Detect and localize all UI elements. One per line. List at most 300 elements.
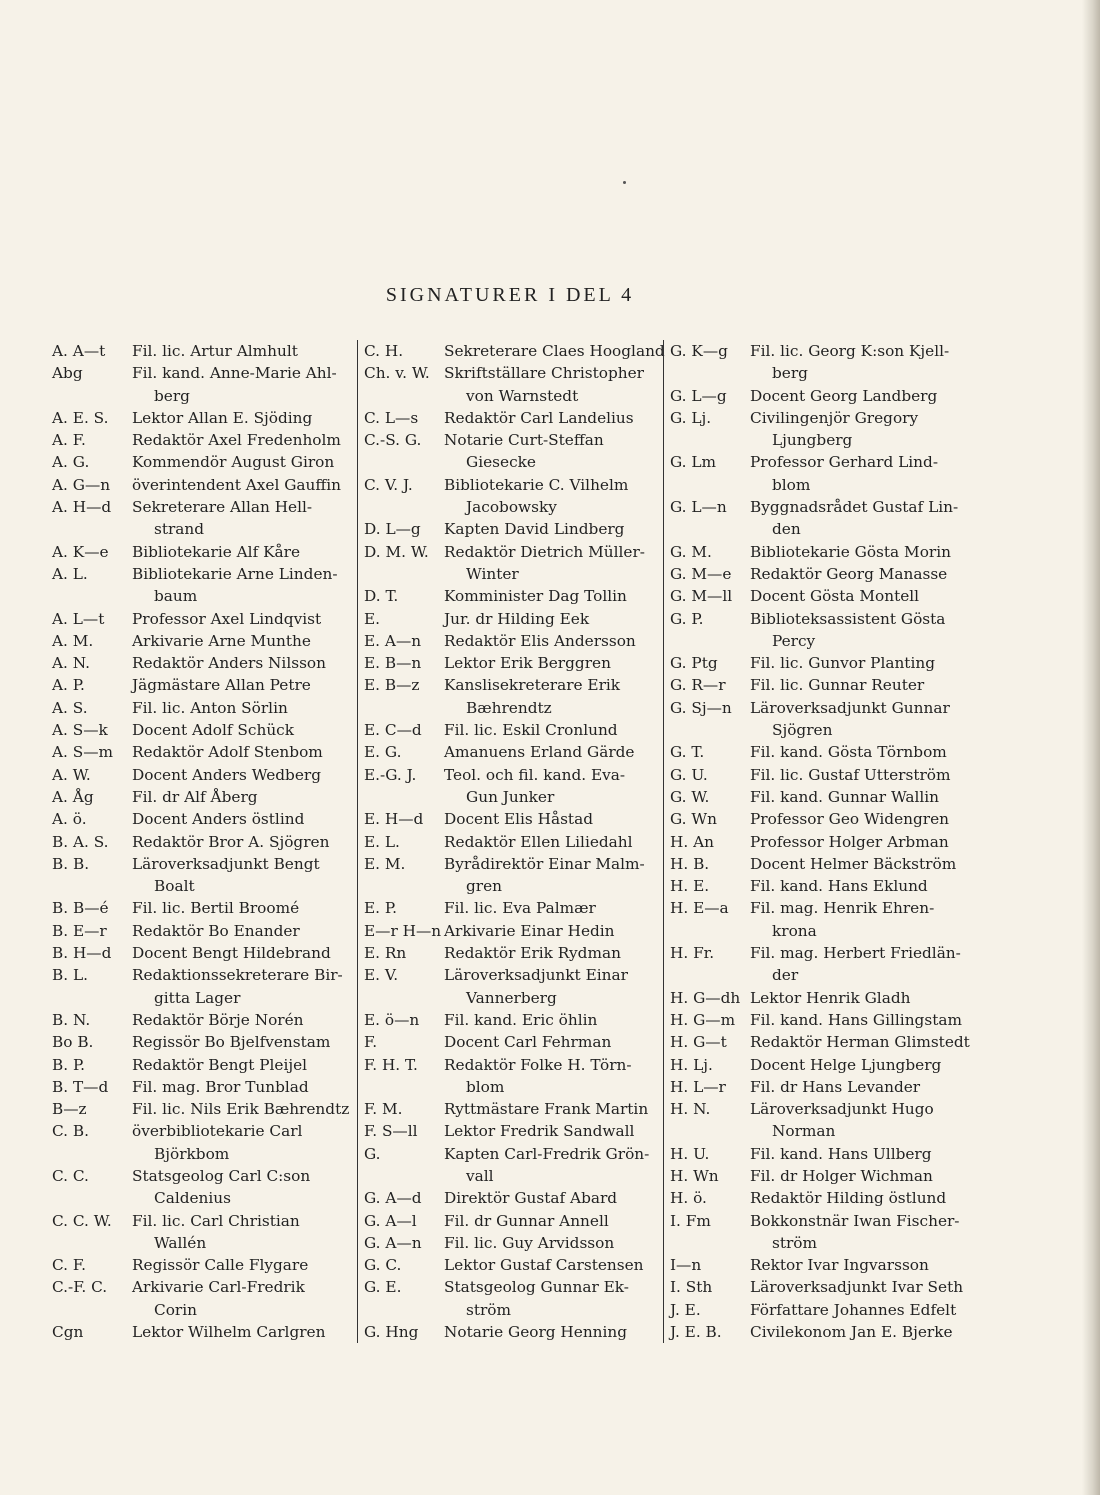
signature-entry bbox=[364, 407, 657, 429]
contributor-name-line: Redaktör Folke H. Törn- bbox=[444, 1055, 632, 1074]
contributor-name-line: Corin bbox=[154, 1300, 197, 1319]
signature-abbreviation: G. M—e bbox=[670, 564, 732, 583]
contributor-name-line: Gun Junker bbox=[466, 787, 555, 806]
signature-abbreviation: G. L—g bbox=[670, 386, 727, 405]
contributor-name-line: Bibliotekarie Gösta Morin bbox=[750, 542, 951, 561]
contributor-name bbox=[132, 407, 349, 429]
contributor-name-line: Sjögren bbox=[772, 721, 833, 740]
contributor-name bbox=[444, 942, 657, 964]
signature-abbreviation: A. L—t bbox=[52, 609, 105, 628]
contributor-name-line: Ryttmästare Frank Martin bbox=[444, 1100, 649, 1119]
signature-abbreviation: G. bbox=[364, 1144, 381, 1163]
signature-entry bbox=[52, 1276, 349, 1321]
signature-abbreviation: H. E—a bbox=[670, 899, 729, 918]
contributor-name bbox=[750, 987, 973, 1009]
signature-abbreviation: E. ö—n bbox=[364, 1010, 420, 1029]
signature-entry bbox=[52, 1254, 349, 1276]
signature-abbreviation: B. H—d bbox=[52, 944, 112, 963]
contributor-name-line: Läroverksadjunkt Gunnar bbox=[750, 698, 950, 717]
signature-abbreviation: F. H. T. bbox=[364, 1055, 418, 1074]
contributor-name-line: Fil. dr Alf Åberg bbox=[132, 787, 258, 806]
contributor-name-line: Civilekonom Jan E. Bjerke bbox=[750, 1323, 953, 1342]
contributor-name bbox=[132, 541, 349, 563]
signature-entry bbox=[52, 1031, 349, 1053]
contributor-name-line: Bibliotekarie C. Vilhelm bbox=[444, 475, 629, 494]
signature-entry bbox=[670, 942, 973, 987]
contributor-name-line: Redaktör Herman Glimstedt bbox=[750, 1033, 970, 1052]
contributor-name bbox=[132, 608, 349, 630]
signature-entry bbox=[52, 674, 349, 696]
signature-entry bbox=[364, 362, 657, 407]
signature-entry bbox=[364, 340, 665, 362]
signature-abbreviation: G. L—n bbox=[670, 498, 727, 517]
contributor-name-line: Lektor Gustaf Carstensen bbox=[444, 1256, 644, 1275]
contributor-name bbox=[132, 786, 349, 808]
signature-entry bbox=[364, 1232, 657, 1254]
contributor-name-line: Fil. lic. Eva Palmær bbox=[444, 899, 596, 918]
contributor-name-line: Redaktionssekreterare Bir- bbox=[132, 966, 343, 985]
signature-entry bbox=[670, 853, 973, 875]
contributor-name bbox=[750, 608, 973, 653]
contributor-name-line: Fil. mag. Herbert Friedlän- bbox=[750, 944, 961, 963]
signature-abbreviation: A. N. bbox=[52, 654, 91, 673]
signature-abbreviation: G. M—ll bbox=[670, 587, 733, 606]
signature-entry bbox=[670, 340, 973, 385]
contributor-name bbox=[750, 875, 973, 897]
contributor-name bbox=[444, 1321, 657, 1343]
signature-entry bbox=[52, 1321, 349, 1343]
signature-abbreviation: E. M. bbox=[364, 854, 406, 873]
contributor-name-line: Statsgeolog Carl C:son bbox=[132, 1166, 311, 1185]
contributor-name-line: Läroverksadjunkt Ivar Seth bbox=[750, 1278, 964, 1297]
contributor-name-line: Docent Gösta Montell bbox=[750, 587, 920, 606]
signature-entry bbox=[364, 1120, 657, 1142]
signature-entry bbox=[364, 1210, 657, 1232]
signature-abbreviation: H. Fr. bbox=[670, 944, 715, 963]
contributor-name bbox=[444, 1120, 657, 1142]
contributor-name bbox=[444, 608, 657, 630]
signature-entry bbox=[670, 1165, 973, 1187]
contributor-name-line: Jur. dr Hilding Eek bbox=[444, 609, 590, 628]
contributor-name-line: Fil. lic. Gustaf Utterström bbox=[750, 765, 951, 784]
contributor-name bbox=[132, 652, 349, 674]
contributor-name bbox=[750, 831, 973, 853]
contributor-name-line: Fil. lic. Eskil Cronlund bbox=[444, 721, 618, 740]
contributor-name bbox=[750, 1254, 973, 1276]
contributor-name-line: strand bbox=[154, 520, 205, 539]
signature-abbreviation: G. W. bbox=[670, 787, 710, 806]
contributor-name-line: Fil. lic. Guy Arvidsson bbox=[444, 1233, 615, 1252]
contributor-name-line: Skriftställare Christopher bbox=[444, 364, 644, 383]
contributor-name bbox=[444, 831, 657, 853]
contributor-name-line: Fil. kand. Eric öhlin bbox=[444, 1010, 598, 1029]
contributor-name-line: Fil. lic. Bertil Broomé bbox=[132, 899, 300, 918]
contributor-name-line: Jägmästare Allan Petre bbox=[132, 676, 311, 695]
contributor-name bbox=[444, 1276, 657, 1321]
contributor-name-line: Läroverksadjunkt Hugo bbox=[750, 1100, 934, 1119]
signature-abbreviation: C. C. bbox=[52, 1166, 89, 1185]
signature-entry bbox=[364, 1009, 657, 1031]
signature-entry bbox=[52, 451, 349, 473]
signature-abbreviation: A. ö. bbox=[52, 810, 87, 829]
contributor-name-line: Docent Elis Håstad bbox=[444, 810, 593, 829]
contributor-name bbox=[750, 942, 973, 987]
contributor-name bbox=[750, 1009, 973, 1031]
contributor-name bbox=[750, 1321, 973, 1343]
contributor-name-line: Fil. kand. Gösta Törnbom bbox=[750, 743, 947, 762]
contributor-name-line: Sekreterare Claes Hoogland bbox=[444, 342, 665, 360]
signature-entry bbox=[364, 474, 657, 519]
contributor-name-line: Redaktör Bengt Pleijel bbox=[132, 1055, 308, 1074]
contributor-name-line: Giesecke bbox=[466, 453, 536, 472]
contributor-name-line: Fil. kand. Hans Gillingstam bbox=[750, 1010, 962, 1029]
contributor-name bbox=[132, 697, 349, 719]
signature-abbreviation: E. P. bbox=[364, 899, 397, 918]
contributor-name bbox=[132, 1009, 349, 1031]
contributor-name bbox=[444, 407, 657, 429]
contributor-name-line: Bæhrendtz bbox=[466, 698, 552, 717]
contributor-name-line: Lektor Erik Berggren bbox=[444, 654, 611, 673]
contributor-name-line: Fil. dr Gunnar Annell bbox=[444, 1211, 609, 1230]
signature-abbreviation: B. B. bbox=[52, 854, 90, 873]
signature-entry bbox=[670, 786, 973, 808]
ink-speck bbox=[623, 181, 626, 184]
signature-abbreviation: E. L. bbox=[364, 832, 400, 851]
signature-abbreviation: B. E—r bbox=[52, 921, 107, 940]
contributor-name bbox=[750, 674, 973, 696]
signature-abbreviation: J. E. B. bbox=[670, 1323, 722, 1342]
contributor-name-line: Ljungberg bbox=[772, 431, 853, 450]
contributor-name bbox=[750, 340, 973, 385]
signature-abbreviation: C. C. W. bbox=[52, 1211, 112, 1230]
signature-entry bbox=[52, 630, 349, 652]
signature-entry bbox=[364, 1254, 657, 1276]
signature-column-3 bbox=[663, 340, 973, 1343]
contributor-name bbox=[750, 585, 973, 607]
contributor-name bbox=[750, 385, 973, 407]
signature-abbreviation: A. A—t bbox=[52, 342, 106, 360]
signature-abbreviation: E. B—n bbox=[364, 654, 422, 673]
signature-entry bbox=[670, 563, 973, 585]
contributor-name-line: den bbox=[772, 520, 801, 539]
contributor-name-line: krona bbox=[772, 921, 817, 940]
contributor-name bbox=[132, 362, 349, 407]
page-title: SIGNATURER I DEL 4 bbox=[385, 284, 635, 306]
contributor-name-line: Teol. och fil. kand. Eva- bbox=[444, 765, 626, 784]
contributor-name-line: Sekreterare Allan Hell- bbox=[132, 498, 313, 517]
signature-abbreviation: B. L. bbox=[52, 966, 88, 985]
signature-abbreviation: G. A—l bbox=[364, 1211, 417, 1230]
signature-entry bbox=[670, 1276, 973, 1298]
contributor-name bbox=[444, 630, 657, 652]
contributor-name-line: Lektor Fredrik Sandwall bbox=[444, 1122, 635, 1141]
contributor-name bbox=[132, 853, 349, 898]
signature-entry bbox=[52, 1120, 349, 1165]
contributor-name bbox=[444, 1031, 657, 1053]
signature-abbreviation: A. L. bbox=[52, 564, 88, 583]
contributor-name-line: Redaktör Carl Landelius bbox=[444, 408, 634, 427]
signature-entry bbox=[670, 1299, 973, 1321]
signature-entry bbox=[52, 429, 349, 451]
signature-abbreviation: H. L—r bbox=[670, 1077, 726, 1096]
signature-entry bbox=[52, 474, 349, 496]
signature-abbreviation: E.-G. J. bbox=[364, 765, 417, 784]
contributor-name bbox=[132, 496, 349, 541]
contributor-name-line: Amanuens Erland Gärde bbox=[444, 743, 635, 762]
contributor-name-line: ström bbox=[466, 1300, 512, 1319]
signature-abbreviation: A. G—n bbox=[52, 475, 111, 494]
signature-entry bbox=[670, 608, 973, 653]
contributor-name-line: Byrådirektör Einar Malm- bbox=[444, 854, 645, 873]
contributor-name-line: Fil. kand. Anne-Marie Ahl- bbox=[132, 364, 337, 383]
contributor-name bbox=[750, 897, 973, 942]
signature-abbreviation: A. S—m bbox=[52, 743, 114, 762]
signature-abbreviation: J. E. bbox=[670, 1300, 701, 1319]
signature-abbreviation: A. F. bbox=[52, 431, 86, 450]
contributor-name-line: gitta Lager bbox=[154, 988, 241, 1007]
contributor-name-line: Regissör Calle Flygare bbox=[132, 1256, 309, 1275]
contributor-name-line: Lektor Henrik Gladh bbox=[750, 988, 911, 1007]
contributor-name-line: Boalt bbox=[154, 877, 195, 896]
signature-entry bbox=[670, 897, 973, 942]
contributor-name bbox=[132, 964, 349, 1009]
contributor-name-line: Björkbom bbox=[154, 1144, 230, 1163]
signature-entry bbox=[364, 831, 657, 853]
signature-entry bbox=[52, 652, 349, 674]
contributor-name bbox=[132, 1031, 349, 1053]
contributor-name bbox=[132, 897, 349, 919]
signature-abbreviation: Ch. v. W. bbox=[364, 364, 430, 383]
signature-entry bbox=[670, 764, 973, 786]
signature-abbreviation: E. G. bbox=[364, 743, 402, 762]
contributor-name-line: överintendent Axel Gauffin bbox=[132, 475, 342, 494]
contributor-name-line: Fil. lic. Gunvor Planting bbox=[750, 654, 935, 673]
contributor-name-line: Komminister Dag Tollin bbox=[444, 587, 627, 606]
signature-entry bbox=[670, 831, 973, 853]
signature-entry bbox=[364, 1321, 657, 1343]
signature-entry bbox=[52, 608, 349, 630]
contributor-name-line: Docent Helmer Bäckström bbox=[750, 854, 957, 873]
signature-entry bbox=[670, 1254, 973, 1276]
signature-entry bbox=[52, 541, 349, 563]
signature-entry bbox=[52, 808, 349, 830]
contributor-name-line: Notarie Curt-Steffan bbox=[444, 431, 604, 450]
signature-abbreviation: B. A. S. bbox=[52, 832, 109, 851]
signature-entry bbox=[52, 786, 349, 808]
contributor-name bbox=[444, 741, 657, 763]
signature-abbreviation: E. C—d bbox=[364, 721, 422, 740]
signature-entry bbox=[52, 942, 349, 964]
contributor-name-line: Docent Anders Wedberg bbox=[132, 765, 321, 784]
contributor-name-line: Redaktör Erik Rydman bbox=[444, 944, 621, 963]
contributor-name-line: Fil. mag. Bror Tunblad bbox=[132, 1077, 309, 1096]
contributor-name-line: Norman bbox=[772, 1122, 836, 1141]
contributor-name-line: baum bbox=[154, 587, 198, 606]
signature-abbreviation: G. P. bbox=[670, 609, 704, 628]
signature-entry bbox=[670, 1143, 973, 1165]
signature-entry bbox=[364, 764, 657, 809]
contributor-name-line: Professor Holger Arbman bbox=[750, 832, 949, 851]
contributor-name-line: Fil. mag. Henrik Ehren- bbox=[750, 899, 935, 918]
contributor-name-line: Professor Axel Lindqvist bbox=[132, 609, 322, 628]
signature-entry bbox=[364, 1031, 657, 1053]
signature-entry bbox=[670, 1076, 973, 1098]
signature-abbreviation: C. L—s bbox=[364, 408, 419, 427]
signature-entry bbox=[52, 831, 349, 853]
signature-abbreviation: D. T. bbox=[364, 587, 399, 606]
signature-abbreviation: G. Ptg bbox=[670, 654, 718, 673]
signature-abbreviation: A. K—e bbox=[52, 542, 109, 561]
contributor-name-line: Lektor Allan E. Sjöding bbox=[132, 408, 313, 427]
contributor-name-line: Lektor Wilhelm Carlgren bbox=[132, 1323, 326, 1342]
signature-entry bbox=[52, 1210, 349, 1255]
signature-entry bbox=[670, 1321, 973, 1343]
signature-entry bbox=[52, 407, 349, 429]
contributor-name bbox=[444, 518, 657, 540]
contributor-name bbox=[750, 1076, 973, 1098]
contributor-name bbox=[132, 563, 349, 608]
contributor-name-line: Bokkonstnär Iwan Fischer- bbox=[750, 1211, 960, 1230]
contributor-name-line: von Warnstedt bbox=[466, 386, 579, 405]
contributor-name-line: Percy bbox=[772, 631, 816, 650]
contributor-name-line: Arkivarie Arne Munthe bbox=[132, 631, 311, 650]
contributor-name bbox=[750, 1165, 973, 1187]
signature-entry bbox=[364, 719, 657, 741]
signature-abbreviation: H. U. bbox=[670, 1144, 710, 1163]
signature-entry bbox=[670, 987, 973, 1009]
signature-entry bbox=[52, 1165, 349, 1210]
contributor-name bbox=[444, 1009, 657, 1031]
contributor-name-line: Arkivarie Einar Hedin bbox=[444, 921, 615, 940]
signature-entry bbox=[670, 541, 973, 563]
contributor-name bbox=[132, 1054, 349, 1076]
contributor-name bbox=[750, 764, 973, 786]
signature-entry bbox=[670, 1210, 973, 1255]
signature-abbreviation: F. bbox=[364, 1033, 378, 1052]
contributor-name-line: Fil. lic. Artur Almhult bbox=[132, 342, 298, 360]
contributor-name bbox=[444, 585, 657, 607]
contributor-name-line: Byggnadsrådet Gustaf Lin- bbox=[750, 498, 959, 517]
contributor-name-line: Notarie Georg Henning bbox=[444, 1323, 628, 1342]
signature-abbreviation: G. Hng bbox=[364, 1323, 419, 1342]
contributor-name-line: Civilingenjör Gregory bbox=[750, 408, 919, 427]
contributor-name-line: Författare Johannes Edfelt bbox=[750, 1300, 957, 1319]
contributor-name-line: Caldenius bbox=[154, 1189, 232, 1208]
signature-abbreviation: E. V. bbox=[364, 966, 399, 985]
signature-entry bbox=[670, 652, 973, 674]
signature-abbreviation: B. B—é bbox=[52, 899, 109, 918]
contributor-name-line: Redaktör Elis Andersson bbox=[444, 631, 636, 650]
signature-abbreviation: C.-F. C. bbox=[52, 1278, 108, 1297]
contributor-name-line: Läroverksadjunkt Einar bbox=[444, 966, 628, 985]
contributor-name bbox=[750, 1098, 973, 1143]
signature-abbreviation: G. A—d bbox=[364, 1189, 422, 1208]
signature-abbreviation: H. E. bbox=[670, 877, 710, 896]
signature-abbreviation: E. A—n bbox=[364, 631, 422, 650]
contributor-name bbox=[750, 1276, 973, 1298]
contributor-name bbox=[444, 474, 657, 519]
contributor-name bbox=[444, 1232, 657, 1254]
contributor-name bbox=[444, 1210, 657, 1232]
contributor-name bbox=[750, 1187, 973, 1209]
signature-abbreviation: B. N. bbox=[52, 1010, 91, 1029]
signature-entry bbox=[52, 1076, 349, 1098]
signature-entry bbox=[52, 340, 349, 362]
contributor-name bbox=[132, 741, 349, 763]
contributor-name-line: Rektor Ivar Ingvarsson bbox=[750, 1256, 929, 1275]
signature-entry bbox=[364, 541, 657, 586]
signature-abbreviation: A. E. S. bbox=[52, 408, 109, 427]
signature-abbreviation: G. K—g bbox=[670, 342, 728, 360]
signature-abbreviation: E. B—z bbox=[364, 676, 420, 695]
contributor-name bbox=[750, 1299, 973, 1321]
contributor-name-line: Kommendör August Giron bbox=[132, 453, 335, 472]
contributor-name-line: Docent Carl Fehrman bbox=[444, 1033, 612, 1052]
contributor-name-line: Professor Gerhard Lind- bbox=[750, 453, 938, 472]
contributor-name-line: Läroverksadjunkt Bengt bbox=[132, 854, 320, 873]
signature-abbreviation: H. An bbox=[670, 832, 714, 851]
signature-abbreviation: H. G—dh bbox=[670, 988, 741, 1007]
signature-entry bbox=[52, 697, 349, 719]
signature-entry bbox=[52, 897, 349, 919]
contributor-name-line: Wallén bbox=[154, 1233, 207, 1252]
contributor-name bbox=[132, 764, 349, 786]
contributor-name bbox=[750, 786, 973, 808]
signature-abbreviation: C. V. J. bbox=[364, 475, 413, 494]
contributor-name-line: Docent Bengt Hildebrand bbox=[132, 944, 331, 963]
signature-entry bbox=[670, 875, 973, 897]
contributor-name-line: Redaktör Hilding östlund bbox=[750, 1189, 947, 1208]
contributor-name bbox=[132, 474, 349, 496]
contributor-name-line: Kapten David Lindberg bbox=[444, 520, 625, 539]
contributor-name bbox=[132, 340, 349, 362]
signature-abbreviation: Cgn bbox=[52, 1323, 84, 1342]
contributor-name bbox=[750, 563, 973, 585]
contributor-name-line: Docent Anders östlind bbox=[132, 810, 305, 829]
signature-entry bbox=[670, 1098, 973, 1143]
signature-entry bbox=[364, 853, 657, 898]
contributor-name-line: Kanslisekreterare Erik bbox=[444, 676, 621, 695]
signature-entry bbox=[52, 563, 349, 608]
contributor-name bbox=[132, 831, 349, 853]
signature-abbreviation: F. S—ll bbox=[364, 1122, 418, 1141]
contributor-name bbox=[444, 340, 665, 362]
contributor-name bbox=[444, 652, 657, 674]
signature-columns bbox=[52, 340, 973, 1343]
contributor-name bbox=[444, 1254, 657, 1276]
contributor-name-line: Redaktör Bror A. Sjögren bbox=[132, 832, 330, 851]
contributor-name bbox=[750, 808, 973, 830]
signature-entry bbox=[670, 697, 973, 742]
contributor-name-line: Docent Adolf Schück bbox=[132, 721, 295, 740]
signature-entry bbox=[670, 407, 973, 452]
contributor-name bbox=[444, 362, 657, 407]
signature-abbreviation: F. M. bbox=[364, 1100, 403, 1119]
signature-entry bbox=[364, 808, 657, 830]
contributor-name bbox=[132, 1276, 349, 1321]
signature-abbreviation: E. H—d bbox=[364, 810, 424, 829]
signature-entry bbox=[364, 1098, 657, 1120]
contributor-name bbox=[132, 1098, 349, 1120]
contributor-name-line: Redaktör Anders Nilsson bbox=[132, 654, 326, 673]
contributor-name-line: Kapten Carl-Fredrik Grön- bbox=[444, 1144, 650, 1163]
contributor-name bbox=[444, 541, 657, 586]
signature-abbreviation: G. T. bbox=[670, 743, 705, 762]
signature-abbreviation: A. H—d bbox=[52, 498, 112, 517]
contributor-name bbox=[132, 808, 349, 830]
contributor-name bbox=[750, 407, 973, 452]
signature-entry bbox=[364, 585, 657, 607]
